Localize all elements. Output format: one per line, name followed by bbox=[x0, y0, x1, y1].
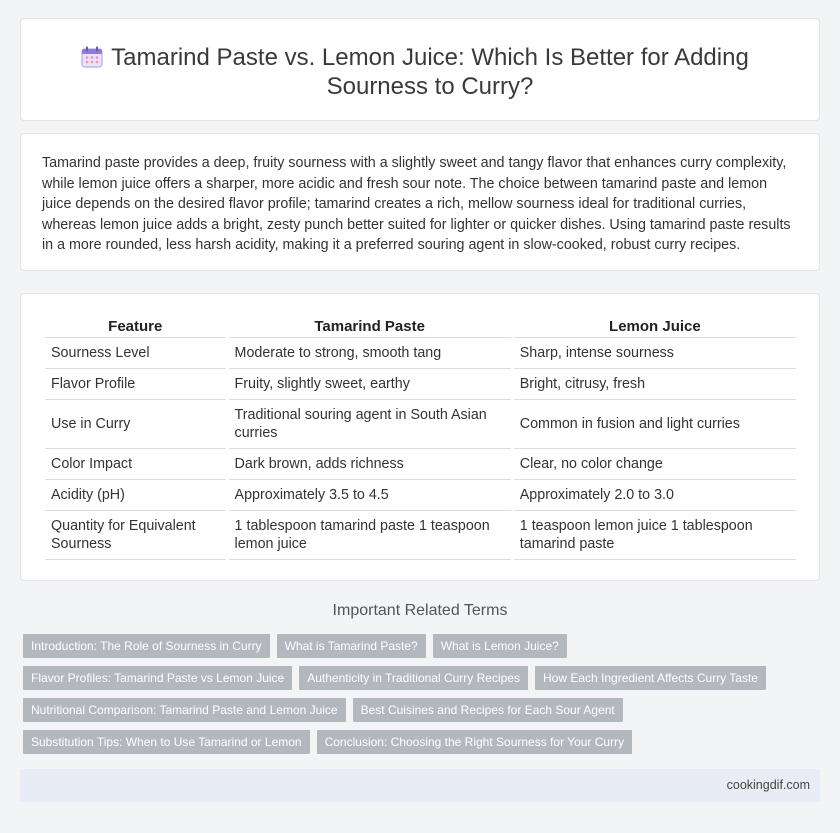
table-cell: Use in Curry bbox=[45, 400, 226, 449]
related-term-tag[interactable]: Introduction: The Role of Sourness in Curry bbox=[23, 634, 270, 658]
related-term-tag[interactable]: Flavor Profiles: Tamarind Paste vs Lemon Juice bbox=[23, 666, 292, 690]
related-term-tag[interactable]: What is Tamarind Paste? bbox=[277, 634, 426, 658]
column-header-tamarind: Tamarind Paste bbox=[229, 315, 511, 338]
table-cell: Common in fusion and light curries bbox=[514, 400, 796, 449]
related-terms-title: Important Related Terms bbox=[332, 602, 508, 619]
footer bbox=[20, 769, 820, 802]
tag-row bbox=[23, 634, 823, 658]
footer-site-link[interactable]: cookingdif.com bbox=[726, 778, 810, 792]
table-cell: Sharp, intense sourness bbox=[514, 338, 796, 369]
related-term-tag[interactable]: Nutritional Comparison: Tamarind Paste and Lemon Juice bbox=[23, 698, 346, 722]
related-term-tag[interactable]: Substitution Tips: When to Use Tamarind or Lemon bbox=[23, 730, 310, 754]
table-cell: Fruity, slightly sweet, earthy bbox=[229, 369, 511, 400]
table-cell: Bright, citrusy, fresh bbox=[514, 369, 796, 400]
table-cell: Color Impact bbox=[45, 449, 226, 480]
table-cell: 1 teaspoon lemon juice 1 tablespoon tamarind paste bbox=[514, 511, 796, 560]
table-cell: Acidity (pH) bbox=[45, 480, 226, 511]
table-cell: Clear, no color change bbox=[514, 449, 796, 480]
related-term-tag[interactable]: How Each Ingredient Affects Curry Taste bbox=[535, 666, 766, 690]
tag-row bbox=[23, 698, 823, 722]
table-cell: Quantity for Equivalent Sourness bbox=[45, 511, 226, 560]
table-cell: Dark brown, adds richness bbox=[229, 449, 511, 480]
table-cell: Traditional souring agent in South Asian curries bbox=[229, 400, 511, 449]
tag-row bbox=[23, 730, 823, 754]
table-cell: Approximately 3.5 to 4.5 bbox=[229, 480, 511, 511]
table-cell: Moderate to strong, smooth tang bbox=[229, 338, 511, 369]
table-row bbox=[45, 511, 796, 560]
header-card bbox=[20, 18, 820, 121]
intro-card bbox=[20, 133, 820, 271]
related-terms-list bbox=[23, 634, 823, 762]
related-term-tag[interactable]: Conclusion: Choosing the Right Sourness for Your Curry bbox=[317, 730, 633, 754]
related-term-tag[interactable]: Best Cuisines and Recipes for Each Sour Agent bbox=[353, 698, 623, 722]
table-cell: Approximately 2.0 to 3.0 bbox=[514, 480, 796, 511]
table-cell: 1 tablespoon tamarind paste 1 teaspoon lemon juice bbox=[229, 511, 511, 560]
table-header-row bbox=[45, 315, 796, 338]
column-header-feature: Feature bbox=[45, 315, 226, 338]
comparison-card bbox=[20, 293, 820, 581]
table-row bbox=[45, 480, 796, 511]
related-term-tag[interactable]: Authenticity in Traditional Curry Recipes bbox=[299, 666, 528, 690]
table-row bbox=[45, 338, 796, 369]
table-row bbox=[45, 369, 796, 400]
table-row bbox=[45, 400, 796, 449]
intro-paragraph: Tamarind paste provides a deep, fruity sourness with a slightly sweet and tangy flavor that enhances curry complexity, while lemon juice offers a sharper, more acidic and fresh sour note. The choice between tamarind paste and lemon juice depends on the desired flavor profile; tamarind creates a rich, mellow sourness ideal for traditional curries, whereas lemon juice adds a bright, zesty punch better suited for lighter or quicker dishes. Using tamarind paste results in a more rounded, less harsh acidity, making it a preferred souring agent in slow-cooked, robust curry recipes. bbox=[42, 155, 791, 253]
tag-row bbox=[23, 666, 823, 690]
table-cell: Flavor Profile bbox=[45, 369, 226, 400]
table-cell: Sourness Level bbox=[45, 338, 226, 369]
comparison-table bbox=[42, 315, 799, 560]
page-title: Tamarind Paste vs. Lemon Juice: Which Is Better for Adding Sourness to Curry? bbox=[111, 44, 749, 100]
related-term-tag[interactable]: What is Lemon Juice? bbox=[433, 634, 567, 658]
column-header-lemon: Lemon Juice bbox=[514, 315, 796, 338]
table-row bbox=[45, 449, 796, 480]
